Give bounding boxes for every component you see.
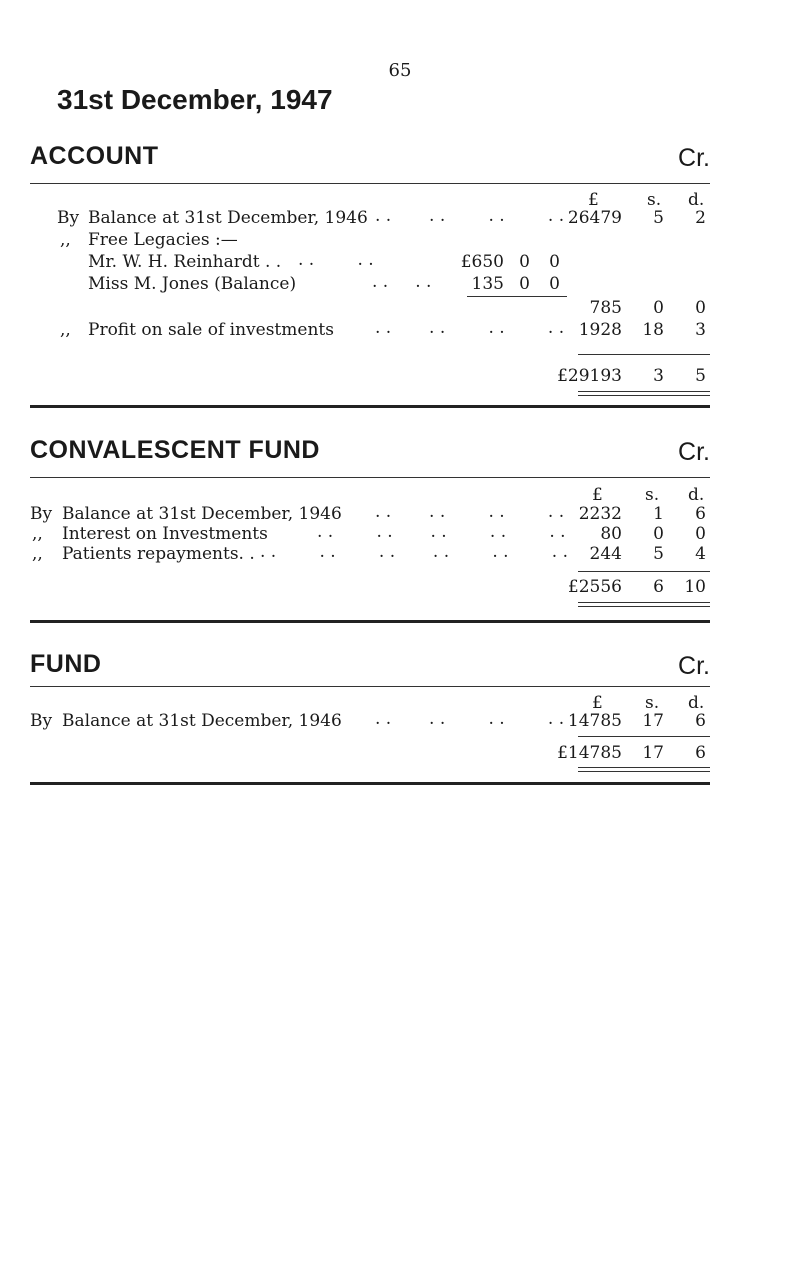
inner-pence-value: 0 (549, 252, 560, 272)
section-rule (30, 686, 710, 687)
section-end-rule (30, 620, 710, 623)
credit-label: Cr. (678, 652, 710, 680)
row-label: Miss M. Jones (Balance) (88, 274, 297, 294)
total-pence: 10 (684, 577, 706, 597)
pence-value: 6 (695, 711, 706, 731)
pounds-value: 14785 (567, 711, 622, 731)
credit-label: Cr. (678, 438, 710, 466)
total-rule (578, 736, 710, 737)
credit-label: Cr. (678, 144, 710, 172)
pounds-header: £ (588, 190, 599, 210)
shillings-header: s. (647, 190, 662, 210)
pence-value: 6 (695, 504, 706, 524)
total-shillings: 6 (653, 577, 664, 597)
section-rule (30, 183, 710, 184)
shillings-value: 5 (653, 208, 664, 228)
row-prefix: ,, (32, 524, 43, 544)
page-number: 65 (388, 60, 412, 81)
pence-value: 3 (695, 320, 706, 340)
total-rule (578, 571, 710, 572)
leader-dots: . . . . . . . . (375, 709, 565, 729)
section-end-rule (30, 782, 710, 785)
row-prefix: ,, (32, 544, 43, 564)
pounds-value: 2232 (578, 504, 622, 524)
pence-header: d. (688, 190, 705, 210)
inner-pounds-value: £650 (460, 252, 504, 272)
pence-header: d. (688, 693, 705, 713)
section-end-rule (30, 405, 710, 408)
shillings-value: 1 (653, 504, 664, 524)
section-title: CONVALESCENT FUND (30, 436, 320, 464)
row-prefix: By (30, 504, 53, 524)
pounds-header: £ (592, 693, 603, 713)
shillings-value: 0 (653, 524, 664, 544)
shillings-value: 0 (653, 298, 664, 318)
total-pounds: £14785 (557, 743, 622, 763)
pounds-value: 26479 (567, 208, 622, 228)
leader-dots: . . . . . . . . (375, 502, 565, 522)
pence-value: 2 (695, 208, 706, 228)
shillings-value: 5 (653, 544, 664, 564)
row-prefix: ,, (60, 320, 71, 340)
inner-shillings-value: 0 (519, 252, 530, 272)
pence-value: 4 (695, 544, 706, 564)
row-label: Mr. W. H. Reinhardt . . (88, 252, 282, 272)
inner-pounds-value: 135 (471, 274, 504, 294)
pounds-header: £ (592, 485, 603, 505)
subtotal-rule (467, 296, 567, 297)
leader-dots: . . . . . . . . . . . . (260, 542, 569, 562)
total-double-rule (578, 391, 710, 396)
pence-value: 0 (695, 524, 706, 544)
total-pounds: £29193 (557, 366, 622, 386)
section-title: FUND (30, 650, 102, 678)
row-label: Profit on sale of investments (88, 320, 334, 340)
shillings-value: 18 (642, 320, 664, 340)
section-rule (30, 477, 710, 478)
row-label: Balance at 31st December, 1946 (62, 711, 342, 731)
leader-dots: . . . . (298, 250, 374, 270)
leader-dots: . . . . . . . . . . (317, 522, 566, 542)
total-pounds: £2556 (567, 577, 622, 597)
row-prefix: By (57, 208, 80, 228)
shillings-header: s. (645, 693, 660, 713)
total-double-rule (578, 602, 710, 607)
row-prefix: By (30, 711, 53, 731)
row-label: Patients repayments. . (62, 544, 255, 564)
pounds-value: 1928 (578, 320, 622, 340)
page-title: 31st December, 1947 (57, 84, 333, 115)
section-title: ACCOUNT (30, 142, 159, 170)
row-label: Interest on Investments (62, 524, 268, 544)
pence-value: 0 (695, 298, 706, 318)
total-shillings: 17 (642, 743, 664, 763)
shillings-value: 17 (642, 711, 664, 731)
total-rule (578, 354, 710, 355)
row-label: Balance at 31st December, 1946 (88, 208, 368, 228)
fund-section (30, 650, 710, 690)
total-pence: 6 (695, 743, 706, 763)
inner-pence-value: 0 (549, 274, 560, 294)
leader-dots: . . . . . . . . (375, 318, 565, 338)
row-prefix: ,, (60, 230, 71, 250)
total-shillings: 3 (653, 366, 664, 386)
convalescent-fund-section (30, 436, 710, 476)
pence-header: d. (688, 485, 705, 505)
row-label: Free Legacies :— (88, 230, 238, 250)
leader-dots: . . . . (372, 272, 432, 292)
inner-shillings-value: 0 (519, 274, 530, 294)
total-double-rule (578, 767, 710, 772)
pounds-value: 785 (589, 298, 622, 318)
shillings-header: s. (645, 485, 660, 505)
total-pence: 5 (695, 366, 706, 386)
row-label: Balance at 31st December, 1946 (62, 504, 342, 524)
pounds-value: 80 (600, 524, 622, 544)
pounds-value: 244 (589, 544, 622, 564)
leader-dots: . . . . . . . . (375, 206, 565, 226)
